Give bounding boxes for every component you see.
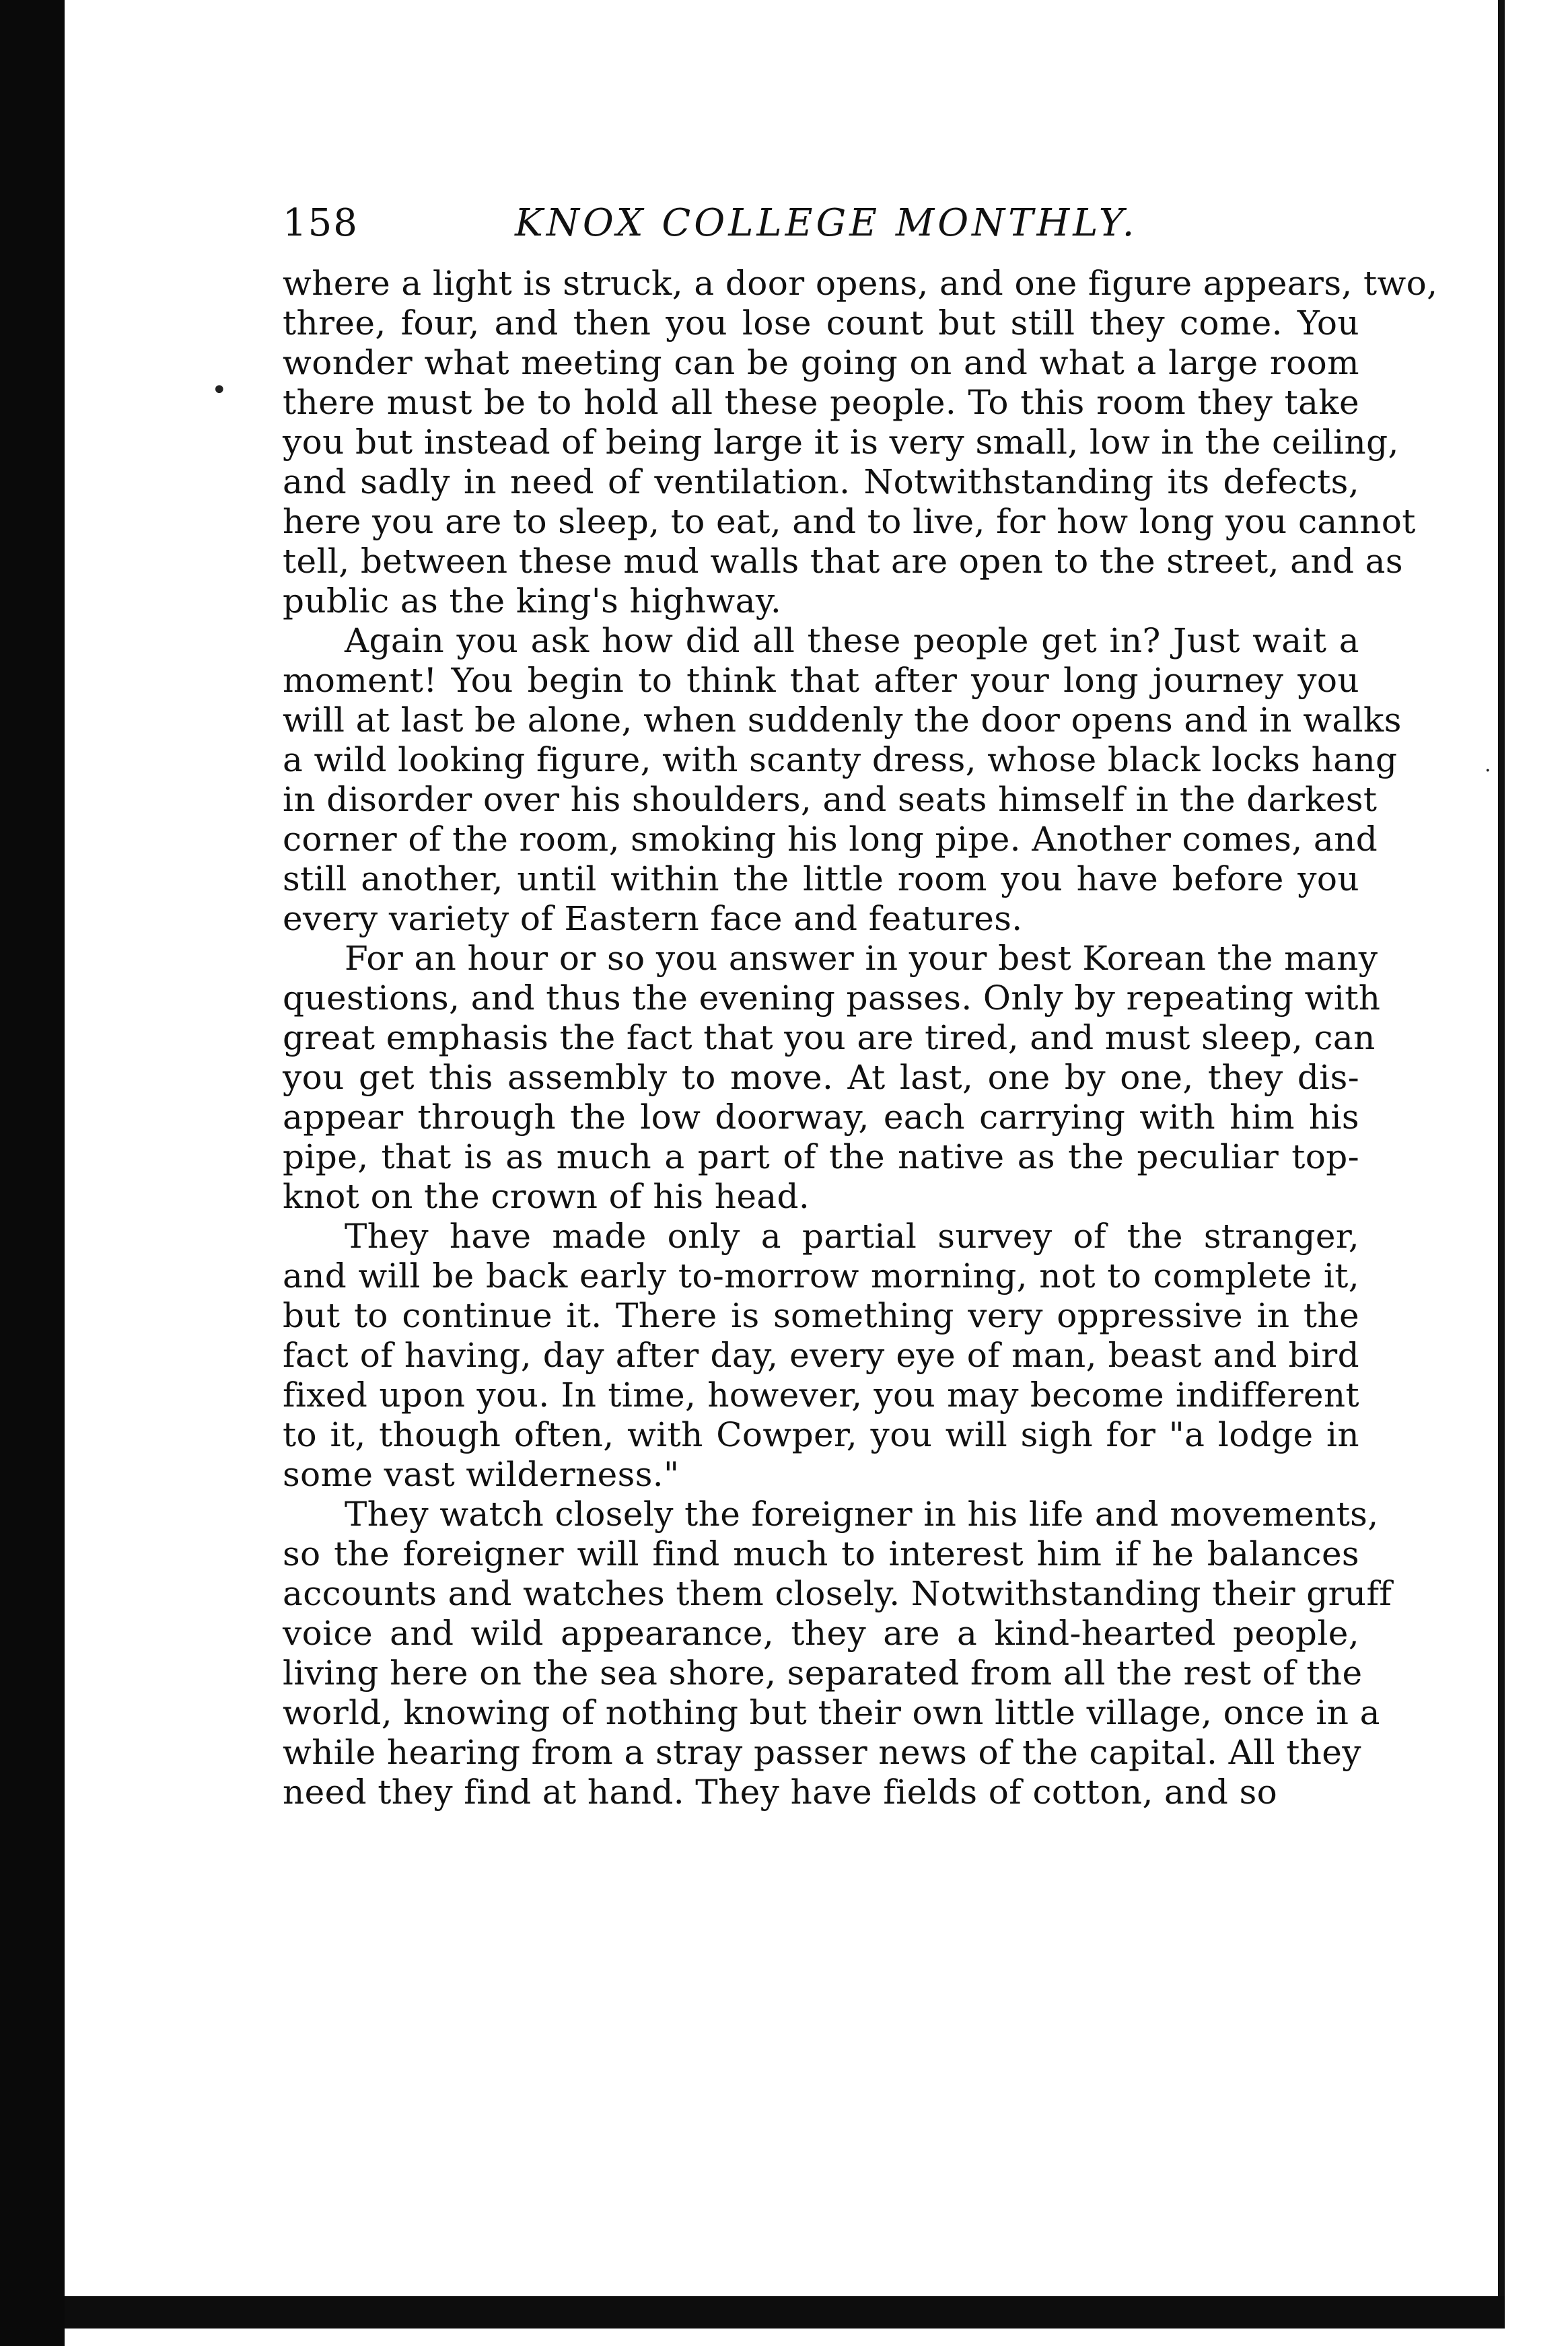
text-line: corner of the room, smoking his long pipe. Another comes, and (283, 820, 1378, 859)
text-line: living here on the sea shore, separated from all the rest of the (283, 1654, 1363, 1693)
running-head (283, 197, 1386, 250)
page-number: 158 (283, 201, 359, 245)
text-line: For an hour or so you answer in your best Korean the many (345, 939, 1378, 978)
text-line: knot on the crown of his head. (283, 1177, 810, 1216)
text-line: to it, though often, with Cowper, you will sigh for "a lodge in (283, 1415, 1359, 1454)
text-line: there must be to hold all these people. To this room they take (283, 383, 1359, 422)
text-line: moment! You begin to think that after your long journey you (283, 661, 1359, 700)
text-line: still another, until within the little room you have before you (283, 859, 1359, 898)
margin-mark-right: · (1485, 759, 1491, 783)
text-line: you get this assembly to move. At last, one by one, they dis- (283, 1058, 1359, 1097)
text-line: a wild looking figure, with scanty dress, whose black locks hang (283, 740, 1398, 779)
text-line: some vast wilderness." (283, 1455, 680, 1494)
text-line: They watch closely the foreigner in his life and movements, (345, 1495, 1379, 1534)
scan-binding-edge (0, 0, 65, 2346)
paragraph (283, 1495, 1392, 1812)
text-line: but to continue it. There is something very oppressive in the (283, 1296, 1359, 1335)
text-line: great emphasis the fact that you are tired, and must sleep, can (283, 1018, 1376, 1057)
text-line: and will be back early to-morrow morning, not to complete it, (283, 1256, 1359, 1295)
text-line: pipe, that is as much a part of the native as the peculiar top- (283, 1137, 1359, 1176)
text-line: need they find at hand. They have fields of cotton, and so (283, 1773, 1278, 1812)
text-line: public as the king's highway. (283, 581, 782, 620)
text-line: Again you ask how did all these people get in? Just wait a (345, 621, 1359, 660)
text-line: and sadly in need of ventilation. Notwithstanding its defects, (283, 462, 1359, 501)
paragraph (283, 621, 1402, 939)
text-line: world, knowing of nothing but their own little village, once in a (283, 1693, 1380, 1732)
text-line: three, four, and then you lose count but still they come. You (283, 304, 1359, 343)
page-edge-rule (1498, 0, 1505, 2302)
text-line: where a light is struck, a door opens, and one figure appears, two, (283, 264, 1438, 303)
text-line: appear through the low doorway, each carrying with him his (283, 1098, 1359, 1137)
text-line: questions, and thus the evening passes. Only by repeating with (283, 979, 1381, 1018)
text-line: while hearing from a stray passer news of the capital. All they (283, 1733, 1361, 1772)
paragraph (283, 264, 1438, 621)
paragraph (283, 939, 1381, 1217)
text-line: every variety of Eastern face and features. (283, 899, 1023, 938)
paragraph (283, 1217, 1359, 1495)
text-line: here you are to sleep, to eat, and to live, for how long you cannot (283, 502, 1416, 541)
text-line: tell, between these mud walls that are open to the street, and as (283, 542, 1403, 581)
text-line: so the foreigner will find much to interest him if he balances (283, 1534, 1359, 1573)
text-line: will at last be alone, when suddenly the door opens and in walks (283, 701, 1402, 740)
text-line: They have made only a partial survey of the stranger, (345, 1217, 1359, 1256)
text-line: fact of having, day after day, every eye of man, beast and bird (283, 1336, 1359, 1375)
scan-bottom-band (65, 2296, 1505, 2329)
margin-mark-left: • (211, 375, 227, 406)
text-line: fixed upon you. In time, however, you may become indifferent (283, 1376, 1359, 1415)
text-line: you but instead of being large it is very small, low in the ceiling, (283, 423, 1399, 462)
text-line: wonder what meeting can be going on and what a large room (283, 343, 1359, 382)
text-line: accounts and watches them closely. Notwithstanding their gruff (283, 1574, 1392, 1613)
text-line: voice and wild appearance, they are a kind-hearted people, (283, 1614, 1359, 1653)
journal-title: KNOX COLLEGE MONTHLY. (515, 201, 1138, 245)
text-line: in disorder over his shoulders, and seats himself in the darkest (283, 780, 1378, 819)
article-body (283, 264, 1438, 1812)
